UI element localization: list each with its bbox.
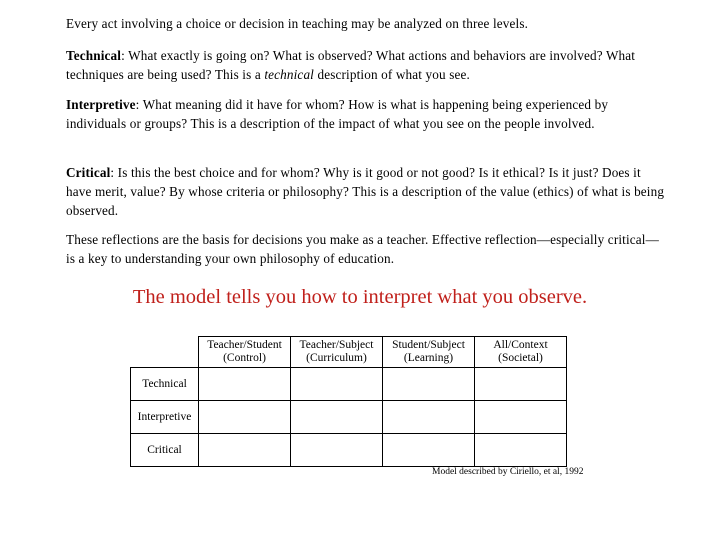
table-cell <box>475 368 567 401</box>
row-header-interpretive: Interpretive <box>131 401 199 434</box>
critical-text: : Is this the best choice and for whom? Why is it good or not good? Is it ethical? Is it just? Does it have merit, value? By whose criteria or philosophy? This is a description of the value (ethics) of what is being observed. <box>66 165 665 218</box>
technical-term: Technical <box>66 48 122 63</box>
technical-text-b: description of what you see. <box>314 67 470 82</box>
interpretive-term: Interpretive <box>66 97 136 112</box>
table-row <box>131 434 567 467</box>
table-cell <box>383 401 475 434</box>
column-header-control: Teacher/Student (Control) <box>199 337 291 368</box>
table-header-row <box>131 337 567 368</box>
table-cell <box>291 434 383 467</box>
table-cell <box>475 401 567 434</box>
interpretive-text: : What meaning did it have for whom? How is what is happening being experienced by individuals or groups? This is a description of the impact of what you see on the people involved. <box>66 97 609 131</box>
table-cell <box>199 368 291 401</box>
table-cell <box>475 434 567 467</box>
table-cell <box>383 434 475 467</box>
technical-emphasis: technical <box>264 67 314 82</box>
tagline: The model tells you how to interpret what you observe. <box>132 286 588 308</box>
column-header-learning: Student/Subject (Learning) <box>383 337 475 368</box>
table-cell <box>199 434 291 467</box>
table-row <box>131 368 567 401</box>
technical-text-a: : What exactly is going on? What is observed? What actions and behaviors are involved? What techniques are being used? This is a <box>66 48 636 82</box>
technical-paragraph <box>66 46 666 84</box>
closing-paragraph: These reflections are the basis for decisions you make as a teacher. Effective reflection—especially critical—is a key to understanding your own philosophy of education. <box>66 232 659 266</box>
row-header-critical: Critical <box>131 434 199 467</box>
table-cell <box>291 368 383 401</box>
intro-text: Every act involving a choice or decision in teaching may be analyzed on three levels. <box>66 16 529 31</box>
column-header-societal: All/Context (Societal) <box>475 337 567 368</box>
model-credit: Model described by Ciriello, et al, 1992 <box>432 467 584 477</box>
interpretive-paragraph <box>66 95 666 133</box>
critical-paragraph <box>66 163 666 220</box>
table-cell <box>199 401 291 434</box>
table-cell <box>291 401 383 434</box>
column-header-curriculum: Teacher/Subject (Curriculum) <box>291 337 383 368</box>
row-header-technical: Technical <box>131 368 199 401</box>
table-corner-cell <box>131 337 199 368</box>
table-cell <box>383 368 475 401</box>
reflection-model-table <box>130 336 567 467</box>
table-row <box>131 401 567 434</box>
critical-term: Critical <box>66 165 111 180</box>
